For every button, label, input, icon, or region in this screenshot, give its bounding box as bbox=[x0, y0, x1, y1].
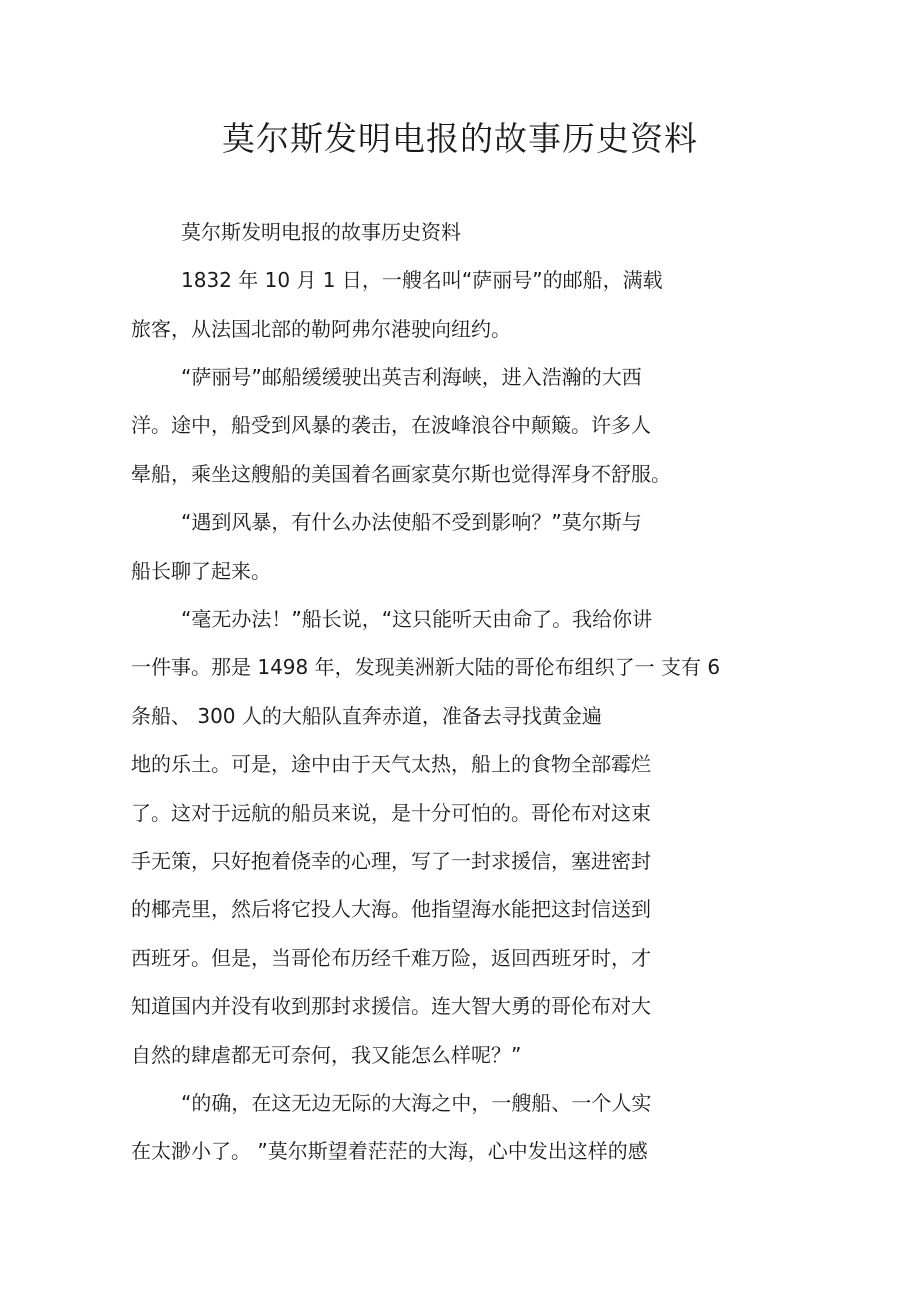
text-line: “的确，在这无边无际的大海之中，一艘船、一个人实 bbox=[181, 1091, 652, 1115]
text-line: 西班牙。但是，当哥伦布历经千难万险，返回西班牙时，才 bbox=[131, 946, 651, 970]
text-line: 船长聊了起来。 bbox=[131, 559, 271, 583]
text-line: 地的乐土。可是，途中由于天气太热，船上的食物全部霉烂 bbox=[131, 752, 651, 776]
text-line: 莫尔斯发明电报的故事历史资料 bbox=[181, 220, 461, 244]
text-line: 的椰壳里，然后将它投人大海。他指望海水能把这封信送到 bbox=[131, 897, 651, 921]
text-line: 手无策，只好抱着侥幸的心理，写了一封求援信，塞进密封 bbox=[131, 849, 651, 873]
text-line: 在太渺小了。 ”莫尔斯望着茫茫的大海，心中发出这样的感 bbox=[131, 1139, 648, 1163]
text-line: “毫无办法！”船长说，“这只能听天由命了。我给你讲 bbox=[181, 607, 653, 631]
text-line: 自然的肆虐都无可奈何，我又能怎么样呢？” bbox=[131, 1043, 522, 1067]
text-line: 条船、 300 人的大船队直奔赤道，准备去寻找黄金遍 bbox=[131, 704, 602, 728]
document-title: 莫尔斯发明电报的故事历史资料 bbox=[222, 119, 698, 158]
text-line: “萨丽号”邮船缓缓驶出英吉利海峡，进入浩瀚的大西 bbox=[181, 365, 642, 389]
text-line: 1832 年 10 月 1 日，一艘名叫“萨丽号”的邮船，满载 bbox=[181, 268, 663, 292]
text-line: 一件事。那是 1498 年，发现美洲新大陆的哥伦布组织了一 支有 6 bbox=[131, 655, 721, 679]
text-line: 了。这对于远航的船员来说，是十分可怕的。哥伦布对这束 bbox=[131, 801, 651, 825]
text-line: 知道国内并没有收到那封求援信。连大智大勇的哥伦布对大 bbox=[131, 994, 651, 1018]
text-line: 旅客，从法国北部的勒阿弗尔港驶向纽约。 bbox=[131, 317, 511, 341]
text-line: 洋。途中，船受到风暴的袭击，在波峰浪谷中颠簸。许多人 bbox=[131, 413, 651, 437]
text-line: 晕船，乘坐这艘船的美国着名画家莫尔斯也觉得浑身不舒服。 bbox=[131, 462, 671, 486]
text-line: “遇到风暴，有什么办法使船不受到影响？”莫尔斯与 bbox=[181, 510, 642, 534]
